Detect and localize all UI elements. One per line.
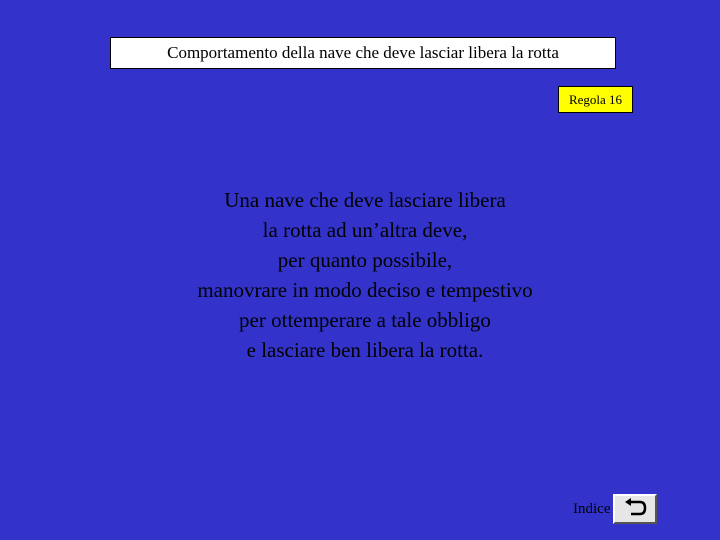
slide-title-text: Comportamento della nave che deve lasciar libera la rotta: [167, 43, 559, 62]
index-label[interactable]: Indice: [573, 500, 611, 517]
index-link[interactable]: [573, 494, 657, 524]
rule-text-line: e lasciare ben libera la rotta.: [246, 338, 484, 362]
rule-text-line: Una nave che deve lasciare libera: [224, 188, 506, 212]
rule-text-line: manovrare in modo deciso e tempestivo: [197, 278, 533, 302]
rule-badge-label: Regola 16: [568, 91, 623, 107]
return-arrow-icon: [622, 498, 648, 520]
slide-title: [110, 37, 616, 69]
rule-text-line: per quanto possibile,: [277, 248, 453, 272]
rule-text: [100, 185, 630, 365]
back-button[interactable]: [613, 494, 657, 524]
rule-badge: [558, 86, 633, 113]
rule-text-line: per ottemperare a tale obbligo: [239, 308, 491, 332]
rule-text-line: la rotta ad un’altra deve,: [262, 218, 468, 242]
